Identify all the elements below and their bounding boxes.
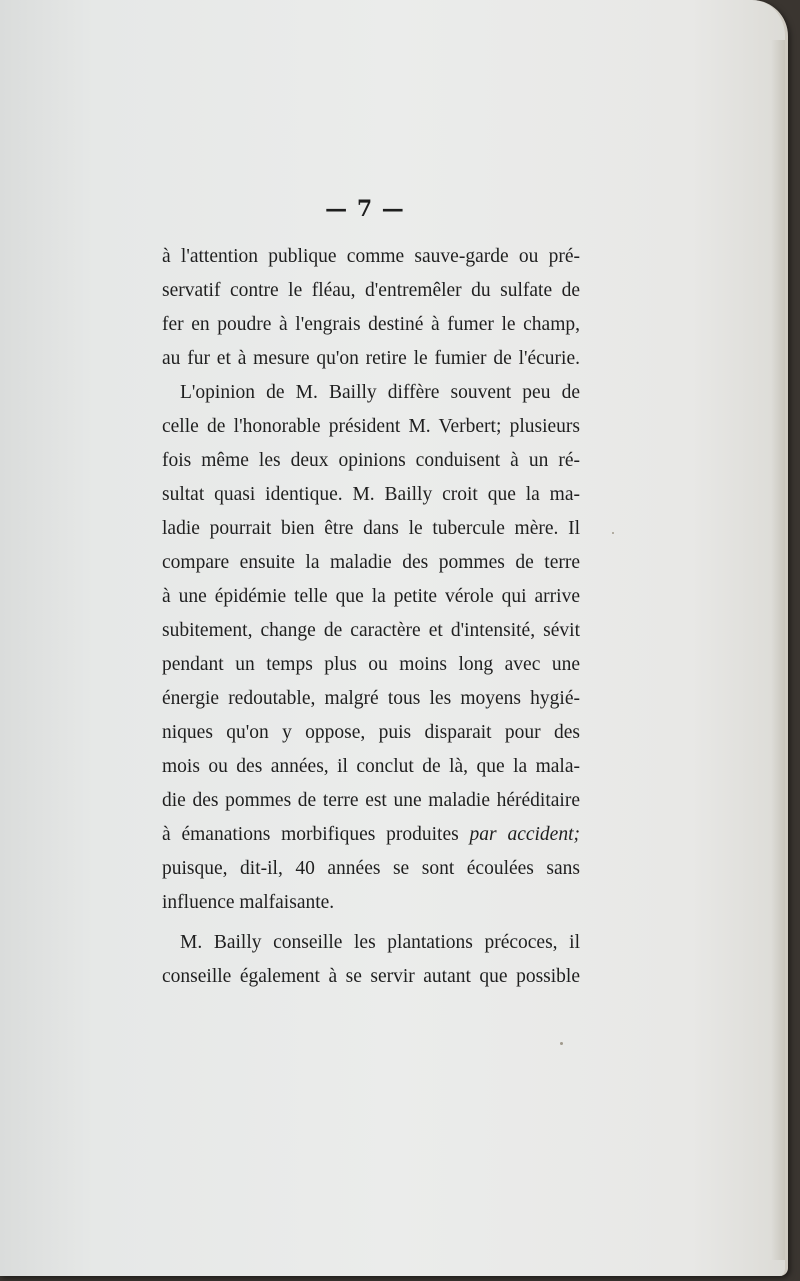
text-line: subitement, change de caractère et d'intensité, sévit	[162, 620, 580, 641]
text-line: conseille également à se servir autant que possible	[162, 966, 580, 987]
text-line: pendant un temps plus ou moins long avec une	[162, 654, 580, 675]
text-line: L'opinion de M. Bailly diffère souvent peu de	[180, 382, 580, 403]
italic-phrase: par accident;	[469, 824, 580, 845]
text-segment: à émanations morbifiques produites	[162, 824, 459, 845]
text-line: fois même les deux opinions conduisent à un ré-	[162, 450, 580, 471]
text-line: servatif contre le fléau, d'entremêler du sulfate de	[162, 280, 580, 301]
text-line-with-italic	[162, 818, 580, 852]
text-line: à l'attention publique comme sauve-garde ou pré-	[162, 246, 580, 267]
text-line: die des pommes de terre est une maladie héréditaire	[162, 790, 580, 811]
page-edge-shadow	[771, 40, 785, 1260]
page-number: — 7 —	[325, 196, 405, 222]
body-text	[162, 240, 580, 994]
text-line: M. Bailly conseille les plantations précoces, il	[180, 932, 580, 953]
text-line: au fur et à mesure qu'on retire le fumier de l'écurie.	[162, 348, 580, 369]
text-line: à une épidémie telle que la petite vérole qui arrive	[162, 586, 580, 607]
text-line: influence malfaisante.	[162, 892, 335, 913]
paper-speck	[612, 532, 614, 534]
text-line: sultat quasi identique. M. Bailly croit que la ma-	[162, 484, 580, 505]
text-line: compare ensuite la maladie des pommes de terre	[162, 552, 580, 573]
text-line: niques qu'on y oppose, puis disparait pour des	[162, 722, 580, 743]
text-line: énergie redoutable, malgré tous les moyens hygié-	[162, 688, 580, 709]
paper-speck	[560, 1042, 563, 1045]
text-line: ladie pourrait bien être dans le tubercule mère. Il	[162, 518, 580, 539]
text-line: puisque, dit-il, 40 années se sont écoulées sans	[162, 858, 580, 879]
text-line: fer en poudre à l'engrais destiné à fumer le champ,	[162, 314, 580, 335]
text-line: mois ou des années, il conclut de là, que la mala-	[162, 756, 580, 777]
text-line: celle de l'honorable président M. Verbert; plusieurs	[162, 416, 580, 437]
